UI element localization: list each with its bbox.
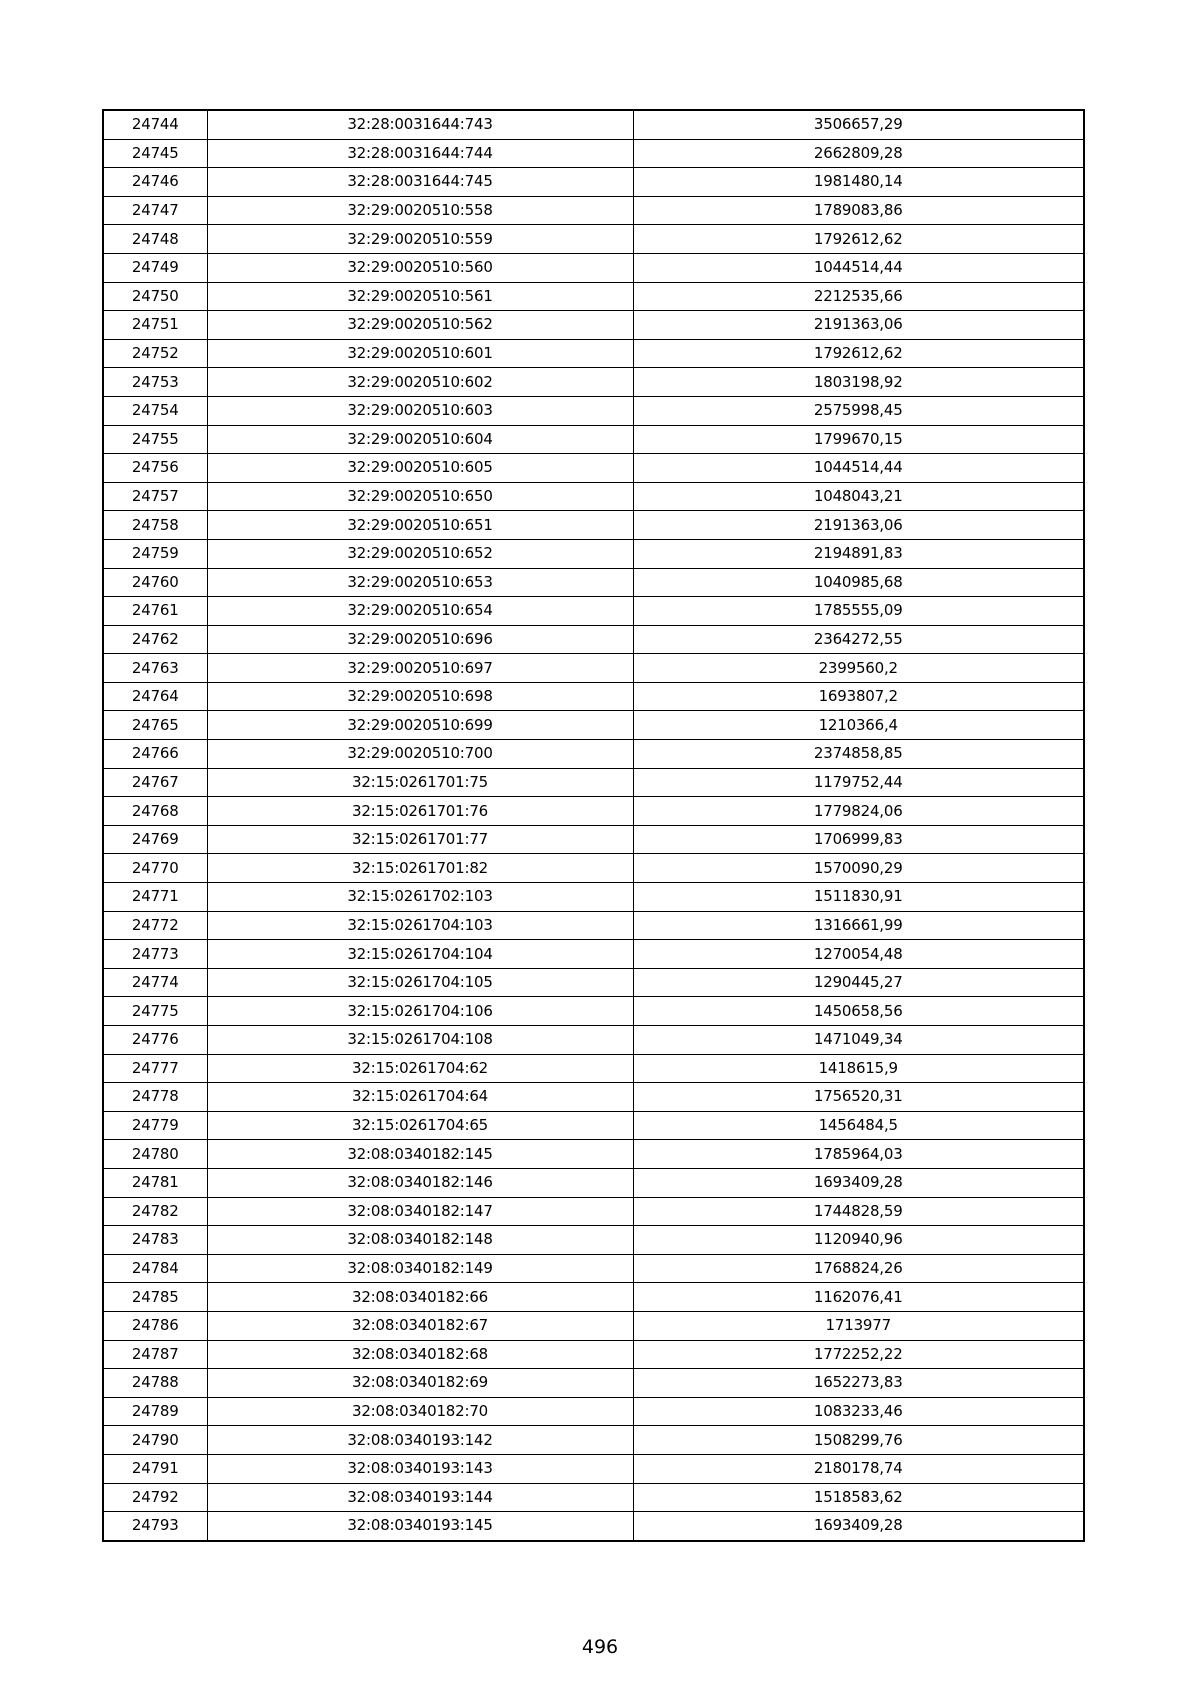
row-number-cell: 24792 [103,1483,207,1512]
cadastral-value-cell: 2212535,66 [633,282,1084,311]
row-number-cell: 24757 [103,482,207,511]
row-number-cell: 24755 [103,425,207,454]
cadastral-value-cell: 1518583,62 [633,1483,1084,1512]
cadastral-value-cell: 1789083,86 [633,196,1084,225]
cadastral-number-cell: 32:29:0020510:651 [207,511,633,540]
cadastral-number-cell: 32:15:0261701:77 [207,825,633,854]
cadastral-number-cell: 32:29:0020510:696 [207,625,633,654]
cadastral-number-cell: 32:08:0340193:144 [207,1483,633,1512]
cadastral-value-cell: 1785964,03 [633,1140,1084,1169]
cadastral-value-cell: 1756520,31 [633,1083,1084,1112]
cadastral-value-cell: 1083233,46 [633,1397,1084,1426]
table-row [103,1254,1084,1283]
row-number-cell: 24762 [103,625,207,654]
row-number-cell: 24744 [103,110,207,139]
cadastral-value-cell: 1803198,92 [633,368,1084,397]
row-number-cell: 24764 [103,682,207,711]
row-number-cell: 24773 [103,940,207,969]
cadastral-value-cell: 1785555,09 [633,597,1084,626]
cadastral-number-cell: 32:15:0261704:108 [207,1026,633,1055]
cadastral-number-cell: 32:29:0020510:698 [207,682,633,711]
cadastral-number-cell: 32:08:0340182:147 [207,1197,633,1226]
table-row [103,768,1084,797]
cadastral-value-cell: 1162076,41 [633,1283,1084,1312]
cadastral-value-cell: 1040985,68 [633,568,1084,597]
row-number-cell: 24748 [103,225,207,254]
table-row [103,1111,1084,1140]
cadastral-value-cell: 1772252,22 [633,1340,1084,1369]
cadastral-number-cell: 32:15:0261704:103 [207,911,633,940]
row-number-cell: 24750 [103,282,207,311]
cadastral-number-cell: 32:29:0020510:604 [207,425,633,454]
row-number-cell: 24784 [103,1254,207,1283]
row-number-cell: 24745 [103,139,207,168]
table-row [103,625,1084,654]
row-number-cell: 24772 [103,911,207,940]
cadastral-value-cell: 2191363,06 [633,311,1084,340]
cadastral-number-cell: 32:15:0261704:105 [207,968,633,997]
cadastral-number-cell: 32:15:0261704:104 [207,940,633,969]
table-row [103,1426,1084,1455]
cadastral-value-cell: 1418615,9 [633,1054,1084,1083]
cadastral-value-cell: 1693807,2 [633,682,1084,711]
cadastral-value-cell: 1048043,21 [633,482,1084,511]
cadastral-value-cell: 1120940,96 [633,1226,1084,1255]
table-row [103,511,1084,540]
cadastral-value-cell: 2194891,83 [633,539,1084,568]
cadastral-number-cell: 32:29:0020510:654 [207,597,633,626]
row-number-cell: 24765 [103,711,207,740]
row-number-cell: 24777 [103,1054,207,1083]
row-number-cell: 24779 [103,1111,207,1140]
table-row [103,1226,1084,1255]
row-number-cell: 24746 [103,168,207,197]
row-number-cell: 24790 [103,1426,207,1455]
cadastral-value-cell: 1706999,83 [633,825,1084,854]
cadastral-value-cell: 2191363,06 [633,511,1084,540]
table-row [103,883,1084,912]
row-number-cell: 24759 [103,539,207,568]
cadastral-value-cell: 1792612,62 [633,339,1084,368]
cadastral-value-cell: 1570090,29 [633,854,1084,883]
table-row [103,1311,1084,1340]
cadastral-value-cell: 1693409,28 [633,1512,1084,1541]
table-row [103,396,1084,425]
cadastral-value-cell: 2575998,45 [633,396,1084,425]
table-row [103,110,1084,139]
table-row [103,1283,1084,1312]
cadastral-number-cell: 32:08:0340182:66 [207,1283,633,1312]
table-row [103,339,1084,368]
table-row [103,1140,1084,1169]
row-number-cell: 24771 [103,883,207,912]
cadastral-number-cell: 32:15:0261701:75 [207,768,633,797]
row-number-cell: 24781 [103,1168,207,1197]
row-number-cell: 24761 [103,597,207,626]
cadastral-number-cell: 32:29:0020510:603 [207,396,633,425]
table-row [103,139,1084,168]
row-number-cell: 24758 [103,511,207,540]
table-row [103,1512,1084,1541]
cadastral-value-cell: 1290445,27 [633,968,1084,997]
row-number-cell: 24791 [103,1454,207,1483]
table-row [103,711,1084,740]
table-row [103,911,1084,940]
cadastral-number-cell: 32:15:0261704:106 [207,997,633,1026]
table-row [103,225,1084,254]
cadastral-number-cell: 32:29:0020510:601 [207,339,633,368]
cadastral-number-cell: 32:15:0261701:76 [207,797,633,826]
table-row [103,740,1084,769]
cadastral-value-cell: 2364272,55 [633,625,1084,654]
row-number-cell: 24763 [103,654,207,683]
cadastral-number-cell: 32:28:0031644:743 [207,110,633,139]
page-number: 496 [581,1636,619,1658]
cadastral-value-cell: 1779824,06 [633,797,1084,826]
cadastral-number-cell: 32:08:0340182:68 [207,1340,633,1369]
cadastral-number-cell: 32:29:0020510:700 [207,740,633,769]
table-row [103,1369,1084,1398]
row-number-cell: 24775 [103,997,207,1026]
cadastral-value-cell: 1508299,76 [633,1426,1084,1455]
cadastral-number-cell: 32:15:0261704:64 [207,1083,633,1112]
cadastral-value-cell: 1744828,59 [633,1197,1084,1226]
cadastral-number-cell: 32:15:0261704:65 [207,1111,633,1140]
row-number-cell: 24766 [103,740,207,769]
cadastral-number-cell: 32:15:0261701:82 [207,854,633,883]
cadastral-value-cell: 2399560,2 [633,654,1084,683]
cadastral-number-cell: 32:08:0340182:145 [207,1140,633,1169]
cadastral-value-cell: 1471049,34 [633,1026,1084,1055]
table-row [103,368,1084,397]
row-number-cell: 24753 [103,368,207,397]
cadastral-number-cell: 32:08:0340182:146 [207,1168,633,1197]
cadastral-value-cell: 1210366,4 [633,711,1084,740]
cadastral-value-cell: 1044514,44 [633,454,1084,483]
table-row [103,968,1084,997]
table-row [103,1168,1084,1197]
cadastral-value-cell: 1693409,28 [633,1168,1084,1197]
table-row [103,1340,1084,1369]
row-number-cell: 24760 [103,568,207,597]
table-row [103,940,1084,969]
cadastral-value-cell: 1511830,91 [633,883,1084,912]
table-row [103,1454,1084,1483]
cadastral-number-cell: 32:29:0020510:602 [207,368,633,397]
row-number-cell: 24767 [103,768,207,797]
cadastral-value-cell: 1799670,15 [633,425,1084,454]
cadastral-value-cell: 1456484,5 [633,1111,1084,1140]
cadastral-number-cell: 32:29:0020510:560 [207,253,633,282]
table-row [103,196,1084,225]
cadastral-number-cell: 32:29:0020510:697 [207,654,633,683]
cadastral-number-cell: 32:15:0261704:62 [207,1054,633,1083]
row-number-cell: 24769 [103,825,207,854]
cadastral-value-cell: 1652273,83 [633,1369,1084,1398]
cadastral-number-cell: 32:29:0020510:605 [207,454,633,483]
cadastral-value-cell: 2374858,85 [633,740,1084,769]
cadastral-value-cell: 1713977 [633,1311,1084,1340]
row-number-cell: 24780 [103,1140,207,1169]
table-row [103,311,1084,340]
cadastral-number-cell: 32:28:0031644:744 [207,139,633,168]
table-row [103,654,1084,683]
table-row [103,568,1084,597]
row-number-cell: 24747 [103,196,207,225]
cadastral-value-cell: 2662809,28 [633,139,1084,168]
cadastral-value-cell: 2180178,74 [633,1454,1084,1483]
table-row [103,168,1084,197]
cadastral-value-cell: 1044514,44 [633,253,1084,282]
table-row [103,797,1084,826]
row-number-cell: 24751 [103,311,207,340]
cadastral-number-cell: 32:08:0340193:145 [207,1512,633,1541]
cadastral-value-cell: 1792612,62 [633,225,1084,254]
table-row [103,825,1084,854]
cadastral-value-cell: 3506657,29 [633,110,1084,139]
cadastral-value-cell: 1270054,48 [633,940,1084,969]
cadastral-number-cell: 32:29:0020510:652 [207,539,633,568]
row-number-cell: 24782 [103,1197,207,1226]
row-number-cell: 24787 [103,1340,207,1369]
table-row [103,597,1084,626]
table-row [103,1026,1084,1055]
cadastral-value-table [102,109,1085,1542]
table-row [103,253,1084,282]
cadastral-value-cell: 1179752,44 [633,768,1084,797]
table-row [103,1397,1084,1426]
row-number-cell: 24774 [103,968,207,997]
cadastral-number-cell: 32:08:0340193:143 [207,1454,633,1483]
cadastral-number-cell: 32:15:0261702:103 [207,883,633,912]
cadastral-number-cell: 32:28:0031644:745 [207,168,633,197]
cadastral-value-cell: 1450658,56 [633,997,1084,1026]
cadastral-number-cell: 32:08:0340182:148 [207,1226,633,1255]
cadastral-value-cell: 1316661,99 [633,911,1084,940]
row-number-cell: 24789 [103,1397,207,1426]
cadastral-number-cell: 32:08:0340182:69 [207,1369,633,1398]
row-number-cell: 24756 [103,454,207,483]
table-row [103,997,1084,1026]
table-row [103,854,1084,883]
table-row [103,539,1084,568]
cadastral-number-cell: 32:29:0020510:653 [207,568,633,597]
cadastral-number-cell: 32:29:0020510:558 [207,196,633,225]
row-number-cell: 24788 [103,1369,207,1398]
row-number-cell: 24754 [103,396,207,425]
row-number-cell: 24793 [103,1512,207,1541]
table-row [103,425,1084,454]
table-row [103,482,1084,511]
table-row [103,454,1084,483]
cadastral-number-cell: 32:29:0020510:561 [207,282,633,311]
cadastral-number-cell: 32:29:0020510:559 [207,225,633,254]
cadastral-number-cell: 32:29:0020510:562 [207,311,633,340]
row-number-cell: 24768 [103,797,207,826]
table-row [103,282,1084,311]
cadastral-number-cell: 32:08:0340193:142 [207,1426,633,1455]
row-number-cell: 24776 [103,1026,207,1055]
cadastral-value-cell: 1981480,14 [633,168,1084,197]
table-row [103,1197,1084,1226]
row-number-cell: 24785 [103,1283,207,1312]
table-row [103,1083,1084,1112]
row-number-cell: 24778 [103,1083,207,1112]
row-number-cell: 24783 [103,1226,207,1255]
cadastral-number-cell: 32:29:0020510:650 [207,482,633,511]
table-row [103,1054,1084,1083]
cadastral-number-cell: 32:29:0020510:699 [207,711,633,740]
table-body [103,110,1084,1541]
row-number-cell: 24752 [103,339,207,368]
row-number-cell: 24770 [103,854,207,883]
cadastral-number-cell: 32:08:0340182:149 [207,1254,633,1283]
cadastral-value-cell: 1768824,26 [633,1254,1084,1283]
table-row [103,682,1084,711]
cadastral-number-cell: 32:08:0340182:67 [207,1311,633,1340]
row-number-cell: 24786 [103,1311,207,1340]
row-number-cell: 24749 [103,253,207,282]
cadastral-number-cell: 32:08:0340182:70 [207,1397,633,1426]
table-row [103,1483,1084,1512]
